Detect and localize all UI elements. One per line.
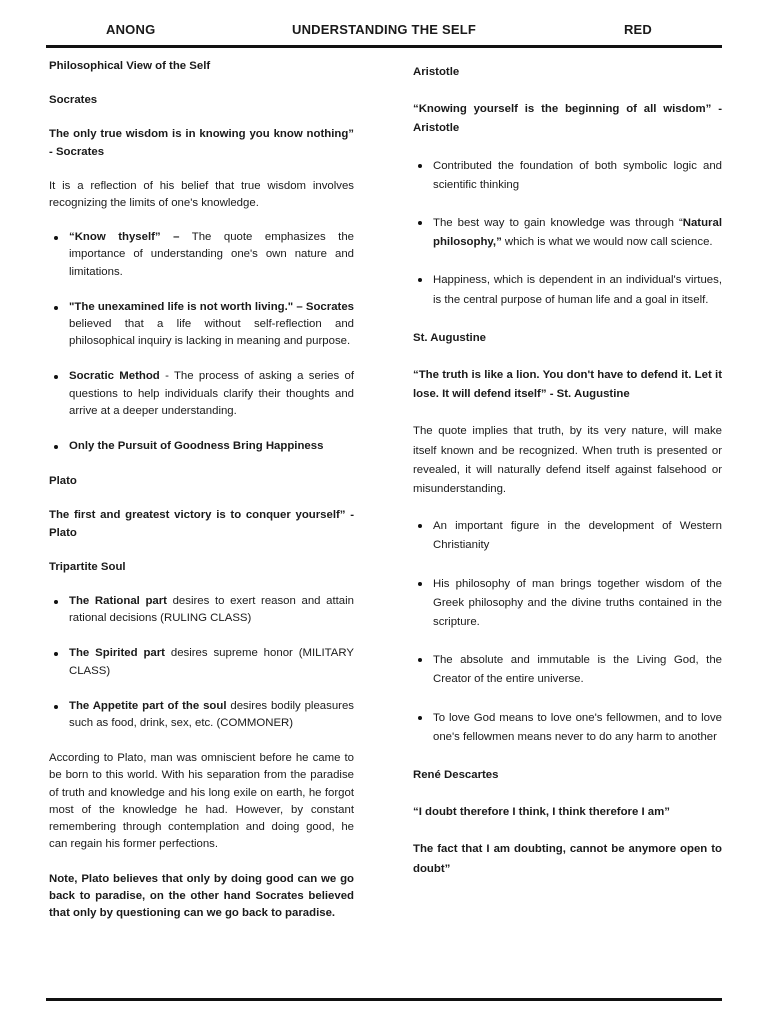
socrates-quote: The only true wisdom is in knowing you know nothing” - Socrates <box>49 128 354 158</box>
socrates-title: Socrates <box>49 94 98 107</box>
tripartite-bullets <box>49 593 354 732</box>
footer-rule <box>46 998 722 1001</box>
augustine-paragraph: The quote implies that truth, by its very nature, will make itself known and be recognized. When truth is presented or revealed, it will naturally defend itself against falsehood or misunderstanding. <box>413 425 722 496</box>
aristotle-title: Aristotle <box>413 66 460 78</box>
header-rule <box>46 45 722 48</box>
plato-quote: The first and greatest victory is to conquer yourself” - Plato <box>49 509 354 539</box>
header-title: UNDERSTANDING THE SELF <box>292 22 476 37</box>
bullet-icon <box>418 164 422 168</box>
list-item: The Spirited part desires supreme honor (MILITARY CLASS) <box>49 645 354 679</box>
bullet-icon <box>54 445 58 449</box>
bullet-icon <box>418 582 422 586</box>
note-paragraph: Note, Plato believes that only by doing good can we go back to paradise, on the other hand Socrates believed that only by questioning can we go back to paradise. <box>49 872 354 919</box>
plato-title: Plato <box>49 475 77 488</box>
bullet-icon <box>54 375 58 379</box>
augustine-bullets <box>413 517 722 747</box>
augustine-quote: “The truth is like a lion. You don't have to defend it. Let it lose. It will defend itself” - St. Augustine <box>413 369 722 401</box>
bullet-icon <box>54 652 58 656</box>
list-item: Contributed the foundation of both symbolic logic and scientific thinking <box>413 157 722 195</box>
plato-paragraph: According to Plato, man was omniscient before he came to be born to this world. With his separation from the paradise of truth and knowledge and his long exile on earth, he forgot most of the knowledge he had. However, by constant remembering through contemplation and doing good, he can regain his former perfections. <box>49 752 354 851</box>
list-item: An important figure in the development of Western Christianity <box>413 517 722 555</box>
bullet-icon <box>418 524 422 528</box>
bullet-icon <box>418 716 422 720</box>
bullet-icon <box>418 278 422 282</box>
list-item: The best way to gain knowledge was through “Natural philosophy,” which is what we would now call science. <box>413 214 722 252</box>
list-item: His philosophy of man brings together wisdom of the Greek philosophy and the divine truths contained in the scripture. <box>413 575 722 633</box>
list-item: Socratic Method - The process of asking a series of questions to help individuals clarify their thoughts and arrive at a deeper understanding. <box>49 368 354 420</box>
socrates-bullets <box>49 229 354 455</box>
list-item: Happiness, which is dependent in an individual's virtues, is the central purpose of human life and a goal in itself. <box>413 271 722 309</box>
bullet-icon <box>54 236 58 240</box>
left-column <box>49 58 354 939</box>
list-item: "The unexamined life is not worth living." – Socrates believed that a life without self-reflection and philosophical inquiry is lacking in meaning and purpose. <box>49 299 354 351</box>
bullet-icon <box>54 705 58 709</box>
bullet-icon <box>418 658 422 662</box>
list-item: The absolute and immutable is the Living God, the Creator of the entire universe. <box>413 651 722 689</box>
descartes-statement: The fact that I am doubting, cannot be anymore open to doubt” <box>413 843 722 875</box>
list-item: The Appetite part of the soul desires bodily pleasures such as food, drink, sex, etc. (COMMONER) <box>49 698 354 732</box>
aristotle-quote: “Knowing yourself is the beginning of all wisdom” - Aristotle <box>413 103 722 135</box>
header-left-name: ANONG <box>106 22 156 37</box>
bullet-icon <box>418 221 422 225</box>
aristotle-bullets <box>413 157 722 310</box>
socrates-reflection: It is a reflection of his belief that true wisdom involves recognizing the limits of one's knowledge. <box>49 179 354 210</box>
page-header <box>46 20 722 42</box>
list-item: The Rational part desires to exert reason and attain rational decisions (RULING CLASS) <box>49 593 354 627</box>
augustine-title: St. Augustine <box>413 331 486 344</box>
bullet-icon <box>54 600 58 604</box>
list-item: To love God means to love one's fellowmen, and to love one's fellowmen means never to do any harm to another <box>413 709 722 747</box>
bullet-icon <box>54 306 58 310</box>
right-column <box>413 63 722 897</box>
list-item: Only the Pursuit of Goodness Bring Happiness <box>49 438 354 455</box>
descartes-title: René Descartes <box>413 769 499 782</box>
list-item: “Know thyself” – The quote emphasizes the importance of understanding one's own nature and limitations. <box>49 229 354 281</box>
tripartite-title: Tripartite Soul <box>49 560 126 573</box>
descartes-quote: “I doubt therefore I think, I think therefore I am” <box>413 806 670 819</box>
header-right-name: RED <box>623 22 652 37</box>
section-heading: Philosophical View of the Self <box>49 60 211 72</box>
